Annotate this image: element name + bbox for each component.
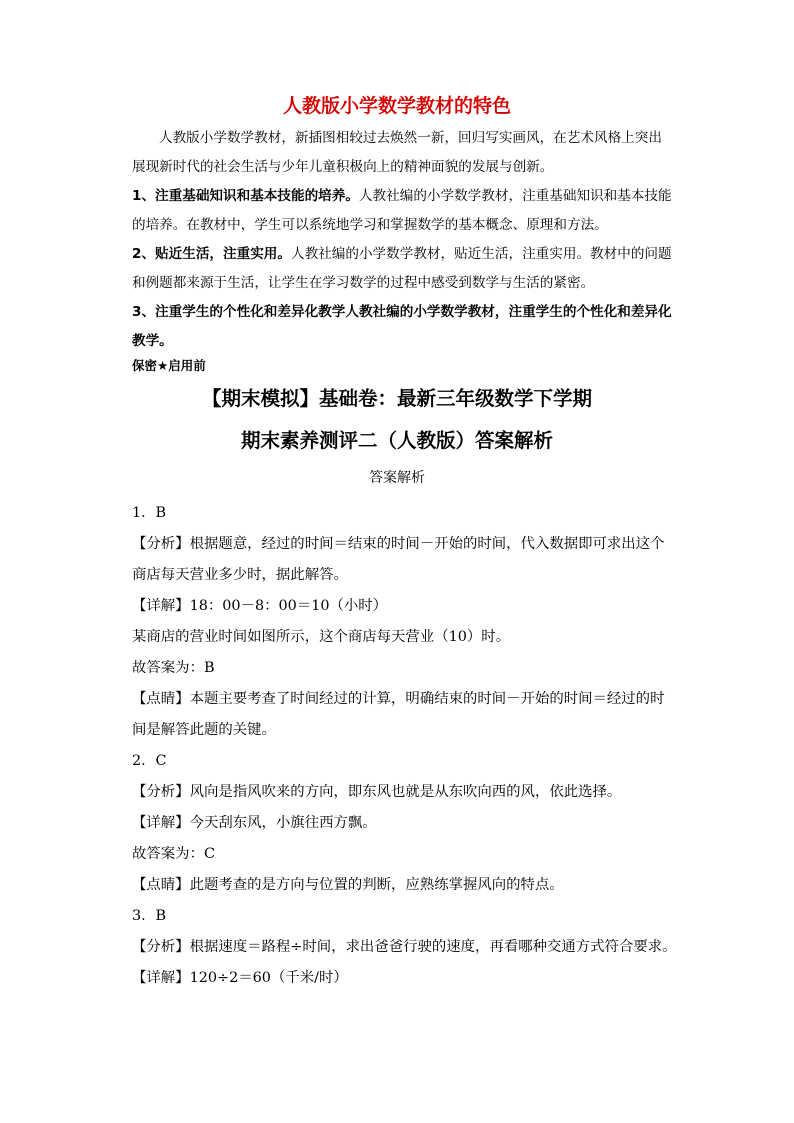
confidential-label: 保密★启用前 — [132, 358, 206, 373]
intro-title: 人教版小学数学教材的特色 — [282, 95, 511, 117]
intro-point-lead: 1、注重基础知识和基本技能的培养。 — [132, 188, 359, 204]
intro-point-text: 人教社编的小学数学教材，贴近生活，注重实用。教材中的问题和例题都来源于生活，让学生在学习数学的过程中感受到数学与生活的紧密。 — [132, 246, 672, 291]
answer-list — [132, 498, 677, 994]
intro-body — [132, 124, 672, 356]
answer-line: 1．B — [132, 505, 167, 521]
answer-line: 【分析】风向是指风吹来的方向，即东风也就是从东吹向西的风，依此选择。 — [132, 784, 622, 800]
exam-title-line-1: 【期末模拟】基础卷：最新三年级数学下学期 — [201, 387, 592, 410]
intro-point-2 — [132, 240, 672, 298]
intro-point-3 — [132, 298, 672, 356]
exam-title-line-2: 期末素养测评二（人教版）答案解析 — [240, 429, 553, 452]
intro-paragraph: 人教版小学数学教材，新插图相较过去焕然一新，回归写实画风，在艺术风格上突出展现新时代的社会生活与少年儿童积极向上的精神面貌的发展与创新。 — [132, 130, 662, 175]
answer-line: 【点睛】此题考查的是方向与位置的判断，应熟练掌握风向的特点。 — [132, 877, 564, 893]
intro-point-lead: 2、贴近生活，注重实用。 — [132, 246, 291, 262]
answer-line: 故答案为：B — [132, 660, 215, 676]
answer-line: 2．C — [132, 753, 167, 769]
answer-line: 【详解】120÷2＝60（千米/时） — [132, 970, 348, 986]
answer-line: 某商店的营业时间如图所示，这个商店每天营业（10）时。 — [132, 629, 511, 645]
answer-line: 【分析】根据题意，经过的时间＝结束的时间－开始的时间，代入数据即可求出这个商店每天营业多少时，据此解答。 — [132, 536, 665, 583]
answer-line: 【详解】今天刮东风，小旗往西方飘。 — [132, 815, 377, 831]
answer-line: 【分析】根据速度＝路程÷时间，求出爸爸行驶的速度，再看哪种交通方式符合要求。 — [132, 939, 677, 955]
intro-point-text: 人教社编的小学数学教材，注重基础知识和基本技能的培养。在教材中，学生可以系统地学习和掌握数学的基本概念、原理和方法。 — [132, 188, 672, 233]
answer-heading: 答案解析 — [369, 470, 425, 486]
answer-line: 故答案为：C — [132, 846, 215, 862]
answer-line: 3．B — [132, 908, 167, 924]
answer-line: 【点睛】本题主要考查了时间经过的计算，明确结束的时间－开始的时间＝经过的时间是解答此题的关键。 — [132, 691, 665, 738]
intro-point-1 — [132, 182, 672, 240]
intro-point-lead: 3、注重学生的个性化和差异化教学人教社编的小学数学教材，注重学生的个性化和差异化教学。 — [132, 304, 672, 349]
answer-line: 【详解】18：00－8：00＝10（小时） — [132, 598, 388, 614]
